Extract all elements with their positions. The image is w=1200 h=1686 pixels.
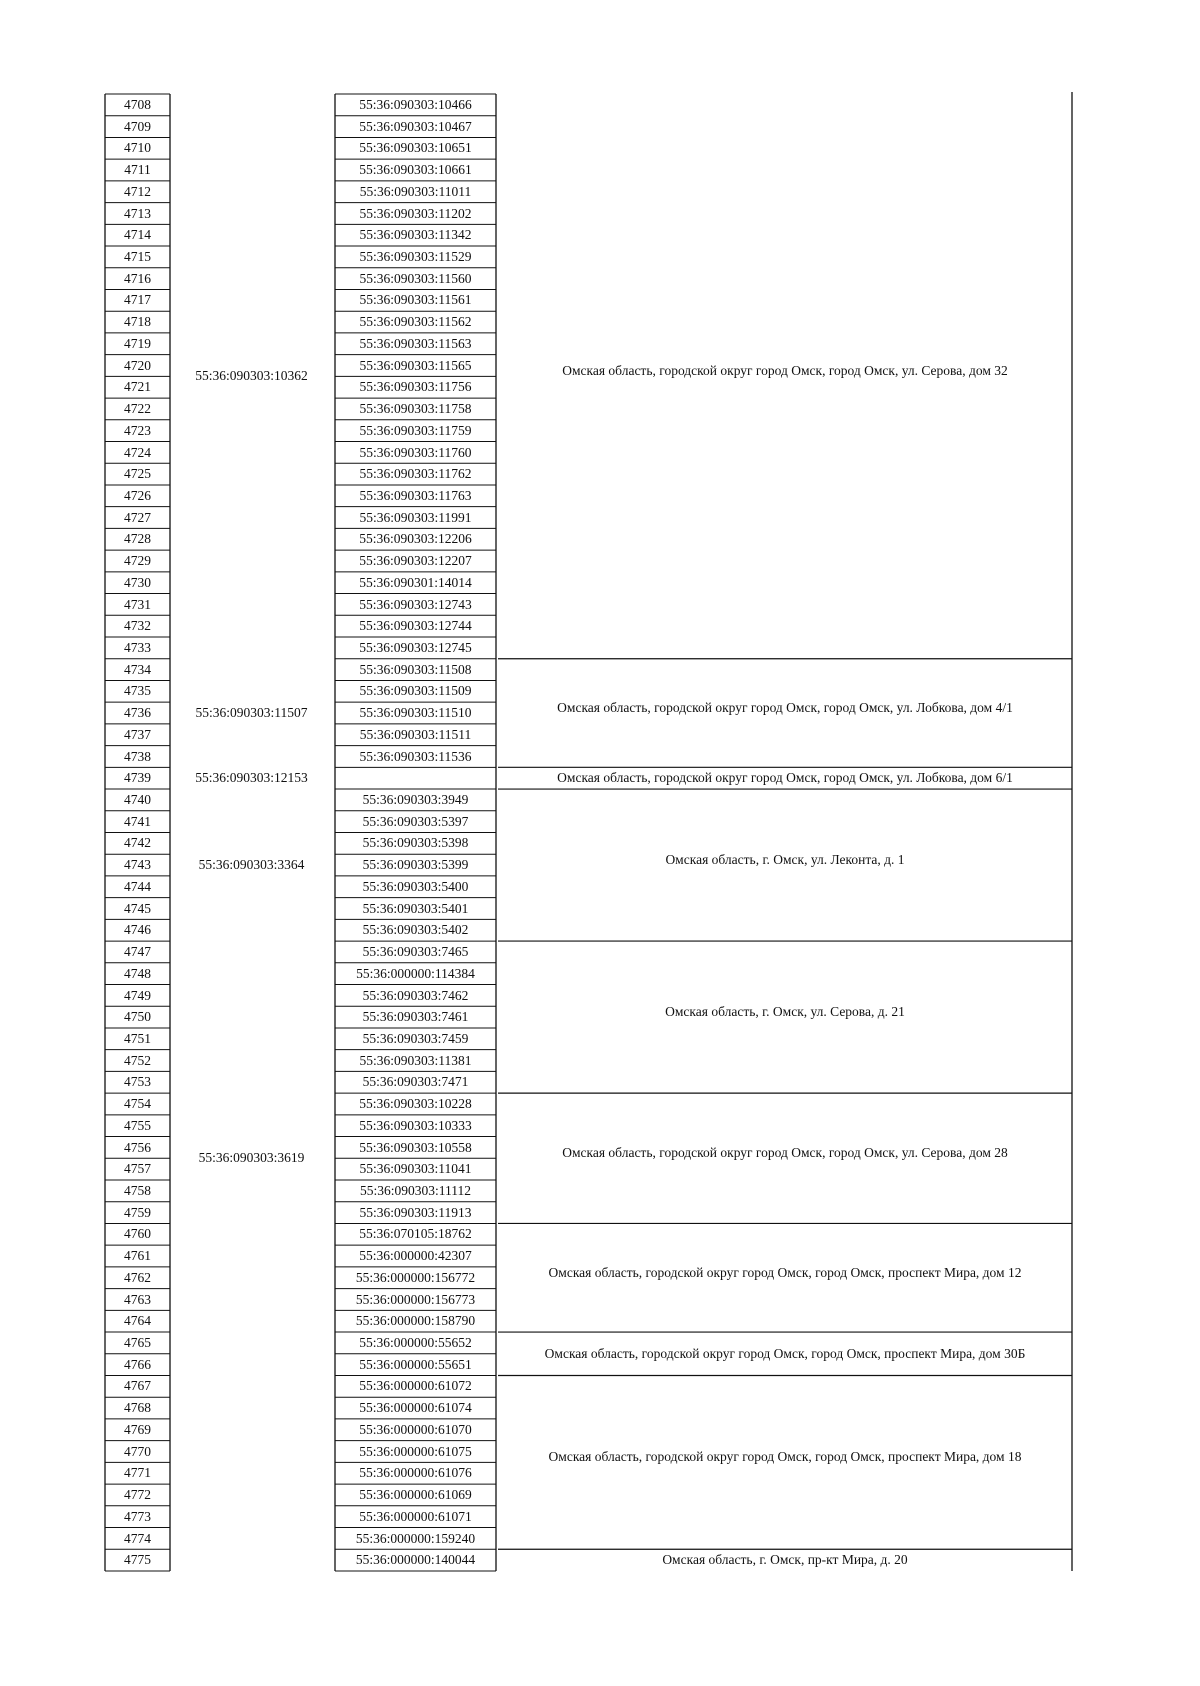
row-number: 4749 xyxy=(124,987,151,1003)
row-number: 4728 xyxy=(124,531,151,547)
cadastral-number: 55:36:090303:5401 xyxy=(362,900,469,916)
cadastral-number: 55:36:090303:5400 xyxy=(362,878,469,894)
cadastral-number: 55:36:090303:5402 xyxy=(362,922,469,938)
parent-cadastral-number: 55:36:090303:3364 xyxy=(198,857,305,873)
address-cell: Омская область, городской округ город Омск, город Омск, ул. Лобкова, дом 6/1 xyxy=(557,770,1013,786)
cadastral-number: 55:36:090303:11991 xyxy=(359,509,472,525)
row-number: 4725 xyxy=(124,466,151,482)
cadastral-number: 55:36:090303:10228 xyxy=(359,1096,472,1112)
row-number: 4729 xyxy=(124,553,151,569)
row-number: 4761 xyxy=(124,1248,151,1264)
cadastral-number: 55:36:090301:14014 xyxy=(359,574,472,590)
cadastral-number: 55:36:000000:61071 xyxy=(359,1508,472,1524)
row-number: 4734 xyxy=(124,661,151,677)
row-number: 4711 xyxy=(124,162,151,178)
row-number: 4739 xyxy=(124,770,151,786)
cadastral-number: 55:36:090303:11011 xyxy=(359,183,472,199)
cadastral-number: 55:36:090303:11509 xyxy=(359,683,472,699)
cadastral-number: 55:36:090303:5397 xyxy=(362,813,469,829)
cadastral-number: 55:36:090303:12207 xyxy=(359,553,472,569)
row-number: 4717 xyxy=(124,292,151,308)
address-cell: Омская область, г. Омск, пр-кт Мира, д. 20 xyxy=(662,1552,908,1568)
row-number: 4752 xyxy=(124,1052,151,1068)
cadastral-number: 55:36:000000:114384 xyxy=(356,965,475,981)
row-number: 4721 xyxy=(124,379,151,395)
row-number: 4745 xyxy=(124,900,151,916)
cadastral-number: 55:36:000000:61074 xyxy=(359,1400,472,1416)
cadastral-number: 55:36:000000:140044 xyxy=(355,1552,476,1568)
row-number: 4757 xyxy=(124,1161,151,1177)
row-number: 4747 xyxy=(124,944,151,960)
row-number: 4765 xyxy=(124,1335,151,1351)
cadastral-number: 55:36:090303:11508 xyxy=(359,661,472,677)
parent-cadastral-number xyxy=(170,1343,333,1365)
cadastral-number: 55:36:090303:7459 xyxy=(362,1030,469,1046)
cadastral-number: 55:36:090303:11760 xyxy=(359,444,472,460)
row-number: 4750 xyxy=(124,1009,151,1025)
cadastral-number: 55:36:000000:42307 xyxy=(359,1248,472,1264)
parent-cadastral-number: 55:36:090303:3619 xyxy=(198,1150,305,1166)
parent-cadastral-number xyxy=(170,1267,333,1289)
row-number: 4737 xyxy=(124,726,151,742)
row-number: 4719 xyxy=(124,335,151,351)
row-number: 4715 xyxy=(124,249,151,265)
cadastral-number: 55:36:070105:18762 xyxy=(359,1226,472,1242)
row-number: 4731 xyxy=(124,596,151,612)
cadastral-number: 55:36:000000:156773 xyxy=(355,1291,476,1307)
row-number: 4709 xyxy=(124,118,151,134)
row-number: 4735 xyxy=(124,683,151,699)
row-number: 4733 xyxy=(124,640,151,655)
cadastral-number: 55:36:000000:61072 xyxy=(359,1378,472,1394)
cadastral-number: 55:36:090303:12206 xyxy=(359,531,472,547)
row-number: 4736 xyxy=(124,705,151,721)
row-number: 4738 xyxy=(124,748,151,764)
cadastral-number: 55:36:090303:11511 xyxy=(359,726,472,742)
cadastral-number: 55:36:090303:11342 xyxy=(359,227,472,243)
row-number: 4764 xyxy=(124,1313,151,1329)
row-number: 4754 xyxy=(124,1096,151,1112)
cadastral-number: 55:36:090303:10467 xyxy=(359,118,472,134)
row-number: 4743 xyxy=(124,857,151,873)
cadastral-number: 55:36:090303:11529 xyxy=(359,249,472,265)
row-number: 4774 xyxy=(124,1530,151,1546)
address-cell: Омская область, городской округ город Омск, город Омск, проспект Мира, дом 12 xyxy=(548,1264,1022,1280)
cadastral-number: 55:36:090303:10558 xyxy=(359,1139,472,1155)
row-number: 4756 xyxy=(124,1139,151,1155)
row-number: 4767 xyxy=(124,1378,151,1394)
row-number: 4772 xyxy=(124,1487,151,1503)
cadastral-number: 55:36:090303:7465 xyxy=(362,944,469,960)
row-number: 4722 xyxy=(124,401,151,417)
row-number: 4769 xyxy=(124,1421,151,1437)
parent-cadastral-number: 55:36:090303:10362 xyxy=(195,368,308,384)
row-number: 4751 xyxy=(124,1030,151,1046)
parent-cadastral-number xyxy=(170,1006,333,1028)
address-cell: Омская область, городской округ город Омск, город Омск, ул. Лобкова, дом 4/1 xyxy=(557,700,1013,716)
row-number: 4741 xyxy=(124,813,151,829)
row-number: 4768 xyxy=(124,1400,151,1416)
cadastral-number: 55:36:090303:12744 xyxy=(359,618,472,634)
row-number: 4744 xyxy=(124,878,151,894)
row-number: 4746 xyxy=(124,922,151,938)
row-number: 4766 xyxy=(124,1356,151,1372)
cadastral-number: 55:36:090303:12743 xyxy=(359,596,472,612)
cadastral-number: 55:36:090303:11563 xyxy=(359,335,472,351)
parent-cadastral-number: 55:36:090303:11507 xyxy=(195,705,308,721)
row-number: 4771 xyxy=(124,1465,151,1481)
row-number: 4742 xyxy=(124,835,151,851)
cadastral-number xyxy=(335,767,496,789)
cadastral-number: 55:36:090303:11560 xyxy=(359,270,472,286)
cadastral-number: 55:36:090303:11536 xyxy=(359,748,472,764)
address-cell: Омская область, городской округ город Омск, город Омск, ул. Серова, дом 28 xyxy=(562,1145,1008,1161)
row-number: 4770 xyxy=(124,1443,151,1459)
cadastral-number: 55:36:090303:11756 xyxy=(359,379,472,395)
cadastral-number: 55:36:000000:55652 xyxy=(359,1335,472,1351)
cadastral-number: 55:36:000000:55651 xyxy=(359,1356,472,1372)
cadastral-number: 55:36:090303:7471 xyxy=(362,1074,469,1090)
row-number: 4758 xyxy=(124,1183,151,1198)
row-number: 4726 xyxy=(124,487,151,503)
cadastral-number: 55:36:090303:10661 xyxy=(359,162,472,178)
cadastral-number: 55:36:090303:10466 xyxy=(359,97,472,112)
row-number: 4724 xyxy=(124,444,151,460)
cadastral-number: 55:36:090303:5398 xyxy=(362,835,469,851)
parent-cadastral-number: 55:36:090303:12153 xyxy=(195,770,308,786)
cadastral-number: 55:36:090303:11561 xyxy=(359,292,472,308)
cadastral-number: 55:36:090303:5399 xyxy=(362,857,469,873)
cadastral-number: 55:36:090303:11112 xyxy=(360,1183,471,1198)
cadastral-number: 55:36:000000:156772 xyxy=(355,1269,476,1285)
cadastral-number: 55:36:090303:11759 xyxy=(359,422,472,438)
cadastral-number: 55:36:090303:7461 xyxy=(362,1009,469,1025)
row-number: 4759 xyxy=(124,1204,151,1220)
address-cell: Омская область, городской округ город Омск, город Омск, ул. Серова, дом 32 xyxy=(562,363,1008,379)
cadastral-number: 55:36:090303:11762 xyxy=(359,466,472,482)
cadastral-number: 55:36:090303:7462 xyxy=(362,987,469,1003)
row-number: 4712 xyxy=(124,183,151,199)
address-cell: Омская область, городской округ город Омск, город Омск, проспект Мира, дом 18 xyxy=(548,1449,1022,1465)
row-number: 4723 xyxy=(124,422,151,438)
cadastral-number: 55:36:000000:61076 xyxy=(359,1465,472,1481)
row-number: 4714 xyxy=(124,227,151,243)
cadastral-number: 55:36:000000:61069 xyxy=(359,1487,472,1503)
row-number: 4755 xyxy=(124,1117,151,1133)
row-number: 4732 xyxy=(124,618,151,634)
row-number: 4773 xyxy=(124,1508,151,1524)
parent-cadastral-number xyxy=(170,1451,333,1473)
row-number: 4748 xyxy=(124,965,151,981)
row-number: 4775 xyxy=(124,1552,151,1568)
address-cell: Омская область, городской округ город Омск, город Омск, проспект Мира, дом 30Б xyxy=(544,1345,1026,1361)
cadastral-number: 55:36:090303:11041 xyxy=(359,1161,472,1177)
cadastral-number: 55:36:090303:12745 xyxy=(359,640,472,655)
row-number: 4753 xyxy=(124,1074,151,1090)
cadastral-number: 55:36:000000:159240 xyxy=(355,1530,476,1546)
cadastral-number: 55:36:090303:11763 xyxy=(359,487,472,503)
address-cell: Омская область, г. Омск, ул. Серова, д. 21 xyxy=(665,1004,905,1020)
row-number: 4713 xyxy=(124,205,151,221)
cadastral-number: 55:36:090303:11381 xyxy=(359,1052,472,1068)
row-number: 4763 xyxy=(124,1291,151,1307)
cadastral-number: 55:36:090303:11758 xyxy=(359,401,472,417)
cadastral-number: 55:36:090303:3949 xyxy=(362,792,469,808)
cadastral-number: 55:36:090303:10333 xyxy=(359,1117,472,1133)
cadastral-number: 55:36:090303:10651 xyxy=(359,140,472,156)
row-number: 4716 xyxy=(124,270,151,286)
row-number: 4762 xyxy=(124,1269,151,1285)
address-cell: Омская область, г. Омск, ул. Леконта, д. 1 xyxy=(665,852,905,868)
row-number: 4740 xyxy=(124,792,151,808)
cadastral-number: 55:36:090303:11562 xyxy=(359,314,472,330)
row-number: 4720 xyxy=(124,357,151,373)
cadastral-number: 55:36:000000:61070 xyxy=(359,1421,472,1437)
row-number: 4718 xyxy=(124,314,151,330)
row-number: 4760 xyxy=(124,1226,151,1242)
cadastral-number: 55:36:090303:11202 xyxy=(359,205,472,221)
row-number: 4727 xyxy=(124,509,151,525)
row-number: 4710 xyxy=(124,140,151,156)
cadastral-number: 55:36:090303:11510 xyxy=(359,705,472,721)
cadastral-number: 55:36:000000:158790 xyxy=(355,1313,476,1329)
row-number: 4708 xyxy=(124,97,151,112)
parent-cadastral-number xyxy=(170,1549,333,1571)
cadastral-number: 55:36:090303:11913 xyxy=(359,1204,472,1220)
cadastral-number: 55:36:090303:11565 xyxy=(359,357,472,373)
cadastral-number: 55:36:000000:61075 xyxy=(359,1443,472,1459)
row-number: 4730 xyxy=(124,574,151,590)
